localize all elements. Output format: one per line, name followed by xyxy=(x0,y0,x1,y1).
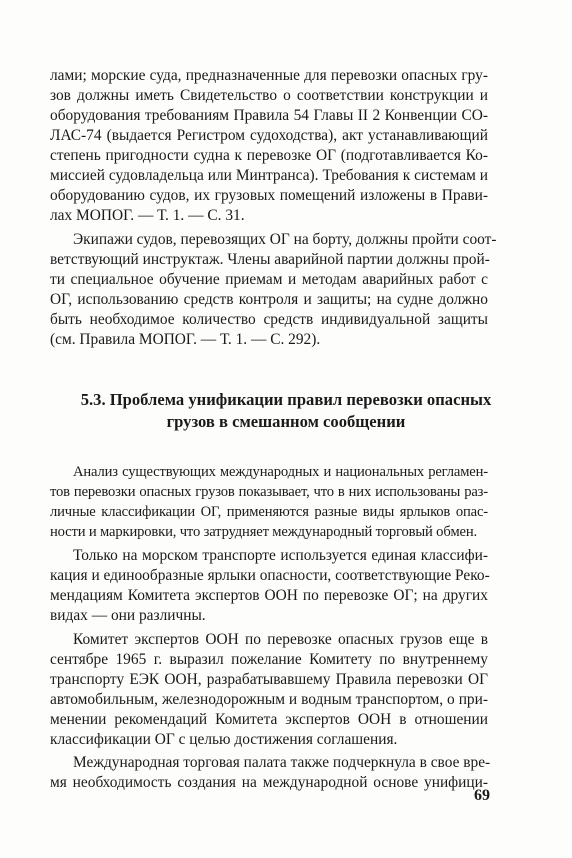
text-line: видах — они различны. xyxy=(50,607,206,624)
text-line: Экипажи судов, перевозящих ОГ на борту, должны пройти соот- xyxy=(73,231,497,248)
text-line: ти специальное обучение приемам и методам аварийных работ с xyxy=(50,271,488,288)
text-line: зов должны иметь Свидетельство о соответствии конструкции и xyxy=(50,87,488,104)
text-line: менении рекомендаций Комитета экспертов ООН в отношении xyxy=(50,711,488,728)
text-line: Анализ существующих международных и национальных регламен- xyxy=(73,464,488,480)
section-heading: 5.3. Проблема унификации правил перевозки опасных xyxy=(80,390,492,409)
text-line: лах МОПОГ. — Т. 1. — С. 31. xyxy=(50,207,245,224)
text-line: оборудованию судов, их грузовых помещений изложены в Прави- xyxy=(50,187,488,204)
page-number: 69 xyxy=(474,787,490,804)
text-line: миссией судовладельца или Минтранса). Требования к системам и xyxy=(50,167,488,184)
text-line: автомобильным, железнодорожным и водным транспортом, о при- xyxy=(50,691,488,708)
text-line: ОГ, использованию средств контроля и защиты; на судне должно xyxy=(50,291,488,308)
text-line: лами; морские суда, предназначенные для перевозки опасных гру- xyxy=(50,67,488,84)
text-line: сентябре 1965 г. выразил пожелание Комитету по внутреннему xyxy=(50,651,488,668)
section-heading: грузов в смешанном сообщении xyxy=(166,412,406,431)
text-line: транспорту ЕЭК ООН, разрабатывавшему Правила перевозки ОГ xyxy=(50,671,488,688)
text-line: Международная торговая палата также подчеркнула в свое вре- xyxy=(73,754,491,771)
text-line: личные классификации ОГ, применяются разные виды ярлыков опас- xyxy=(50,504,488,520)
text-line: (см. Правила МОПОГ. — Т. 1. — С. 292). xyxy=(50,331,321,348)
text-line: тов перевозки опасных грузов показывает, что в них использованы раз- xyxy=(50,484,488,500)
text-line: мя необходимость создания на международной основе унифици- xyxy=(50,774,488,791)
text-line: степень пригодности судна к перевозке ОГ (подготавливается Ко- xyxy=(50,147,488,164)
text-line: ветствующий инструктаж. Члены аварийной партии должны прой- xyxy=(50,251,490,268)
text-line: мендациям Комитета экспертов ООН по перевозке ОГ; на других xyxy=(50,587,488,604)
text-line: ности и маркировки, что затрудняет международный торговый обмен. xyxy=(50,524,478,540)
text-line: кация и единообразные ярлыки опасности, соответствующие Реко- xyxy=(50,567,490,584)
text-line: Комитет экспертов ООН по перевозке опасных грузов еще в xyxy=(73,631,488,648)
text-line: ЛАС-74 (выдается Регистром судоходства), акт устанавливающий xyxy=(50,127,488,144)
text-line: быть необходимое количество средств индивидуальной защиты xyxy=(50,311,488,328)
text-line: оборудования требованиям Правила 54 Главы II 2 Конвенции СО- xyxy=(50,107,488,124)
text-line: Только на морском транспорте используется единая классифи- xyxy=(73,547,488,564)
text-line: классификации ОГ с целью достижения соглашения. xyxy=(50,731,398,748)
